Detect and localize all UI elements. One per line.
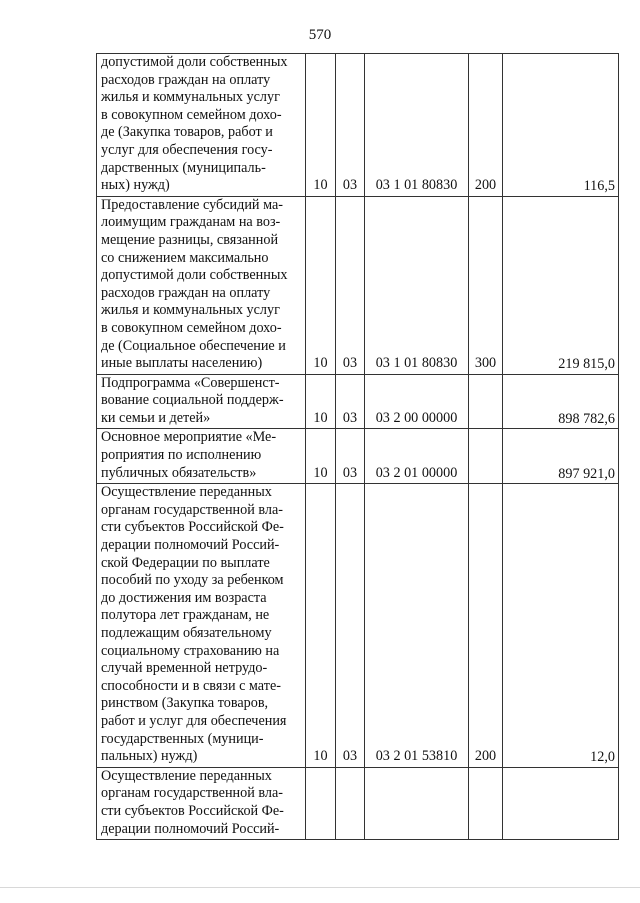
page-number: 570 <box>308 27 332 43</box>
description-line: роприятия по исполнению <box>101 447 262 464</box>
subsection-code: 03 <box>336 484 365 768</box>
description-line: вование социальной поддерж- <box>101 392 284 409</box>
description-line: социальному страхованию на <box>101 642 280 659</box>
description-line: ки семьи и детей» <box>101 409 211 426</box>
row-description <box>97 767 306 839</box>
description-line: лоимущим гражданам на воз- <box>101 214 281 231</box>
target-article-code: 03 2 01 00000 <box>365 429 469 484</box>
section-code: 10 <box>306 196 336 374</box>
description-line: Основное мероприятие «Ме- <box>101 429 277 446</box>
description-line: дерации полномочий Россий- <box>101 537 280 554</box>
description-line: Подпрограмма «Совершенст- <box>101 374 280 391</box>
description-line: способности и в связи с мате- <box>101 677 281 694</box>
table-row <box>97 484 619 768</box>
description-line: публичных обязательств» <box>101 464 257 481</box>
description-line: дерации полномочий Россий- <box>101 820 280 837</box>
table-row <box>97 54 619 197</box>
table-row <box>97 429 619 484</box>
description-line: подлежащим обязательному <box>101 625 272 641</box>
subsection-code: 03 <box>336 196 365 374</box>
row-description <box>97 196 306 374</box>
description-line: сти субъектов Российской Фе- <box>101 802 284 819</box>
description-line: жилья и коммунальных услуг <box>101 89 280 106</box>
description-line: органам государственной вла- <box>101 785 283 802</box>
target-article-code <box>365 767 469 839</box>
section-code: 10 <box>306 54 336 197</box>
description-line: расходов граждан на оплату <box>101 71 271 88</box>
amount: 12,0 <box>503 484 619 768</box>
section-code: 10 <box>306 484 336 768</box>
table-row <box>97 767 619 839</box>
section-code <box>306 767 336 839</box>
description-line: работ и услуг для обеспечения <box>101 712 287 729</box>
amount: 219 815,0 <box>503 196 619 374</box>
description-line: жилья и коммунальных услуг <box>101 302 280 319</box>
description-line: случай временной нетрудо- <box>101 660 268 677</box>
description-line: ных) нужд) <box>101 177 170 194</box>
expense-type-code: 200 <box>469 484 503 768</box>
expense-type-code <box>469 374 503 429</box>
target-article-code: 03 2 01 53810 <box>365 484 469 768</box>
description-line: сти субъектов Российской Фе- <box>101 519 284 536</box>
description-line: в совокупном семейном дохо- <box>101 319 282 336</box>
description-line: допустимой доли собственных <box>101 54 288 70</box>
section-code: 10 <box>306 374 336 429</box>
description-line: органам государственной вла- <box>101 501 283 518</box>
description-line: ринством (Закупка товаров, <box>101 695 269 712</box>
expense-type-code: 300 <box>469 196 503 374</box>
expense-type-code <box>469 767 503 839</box>
description-line: допустимой доли собственных <box>101 267 288 284</box>
description-line: услуг для обеспечения госу- <box>101 141 273 158</box>
description-line: полутора лет гражданам, не <box>101 607 270 624</box>
description-line: Осуществление переданных <box>101 767 272 784</box>
description-line: дарственных (муниципаль- <box>101 159 266 176</box>
description-line: расходов граждан на оплату <box>101 284 271 301</box>
description-line: Предоставление субсидий ма- <box>101 196 283 213</box>
target-article-code: 03 1 01 80830 <box>365 196 469 374</box>
target-article-code: 03 1 01 80830 <box>365 54 469 197</box>
subsection-code: 03 <box>336 374 365 429</box>
row-description <box>97 374 306 429</box>
expense-type-code: 200 <box>469 54 503 197</box>
amount <box>503 767 619 839</box>
scan-edge-line <box>0 887 640 888</box>
amount: 116,5 <box>503 54 619 197</box>
description-line: до достижения им возраста <box>101 589 267 606</box>
amount: 898 782,6 <box>503 374 619 429</box>
description-line: государственных (муници- <box>101 730 264 747</box>
subsection-code <box>336 767 365 839</box>
description-line: де (Закупка товаров, работ и <box>101 124 273 141</box>
description-line: в совокупном семейном дохо- <box>101 106 282 123</box>
row-description <box>97 484 306 768</box>
expense-type-code <box>469 429 503 484</box>
description-line: иные выплаты населению) <box>101 355 263 372</box>
table-row <box>97 374 619 429</box>
description-line: пальных) нужд) <box>101 748 198 765</box>
description-line: мещение разницы, связанной <box>101 231 279 248</box>
description-line: де (Социальное обеспечение и <box>101 337 286 354</box>
row-description <box>97 429 306 484</box>
subsection-code: 03 <box>336 429 365 484</box>
amount: 897 921,0 <box>503 429 619 484</box>
subsection-code: 03 <box>336 54 365 197</box>
description-line: пособий по уходу за ребенком <box>101 572 284 589</box>
description-line: ской Федерации по выплате <box>101 554 270 571</box>
section-code: 10 <box>306 429 336 484</box>
description-line: Осуществление переданных <box>101 484 272 501</box>
table-row <box>97 196 619 374</box>
row-description <box>97 54 306 197</box>
budget-table <box>96 53 619 840</box>
target-article-code: 03 2 00 00000 <box>365 374 469 429</box>
description-line: со снижением максимально <box>101 249 269 266</box>
